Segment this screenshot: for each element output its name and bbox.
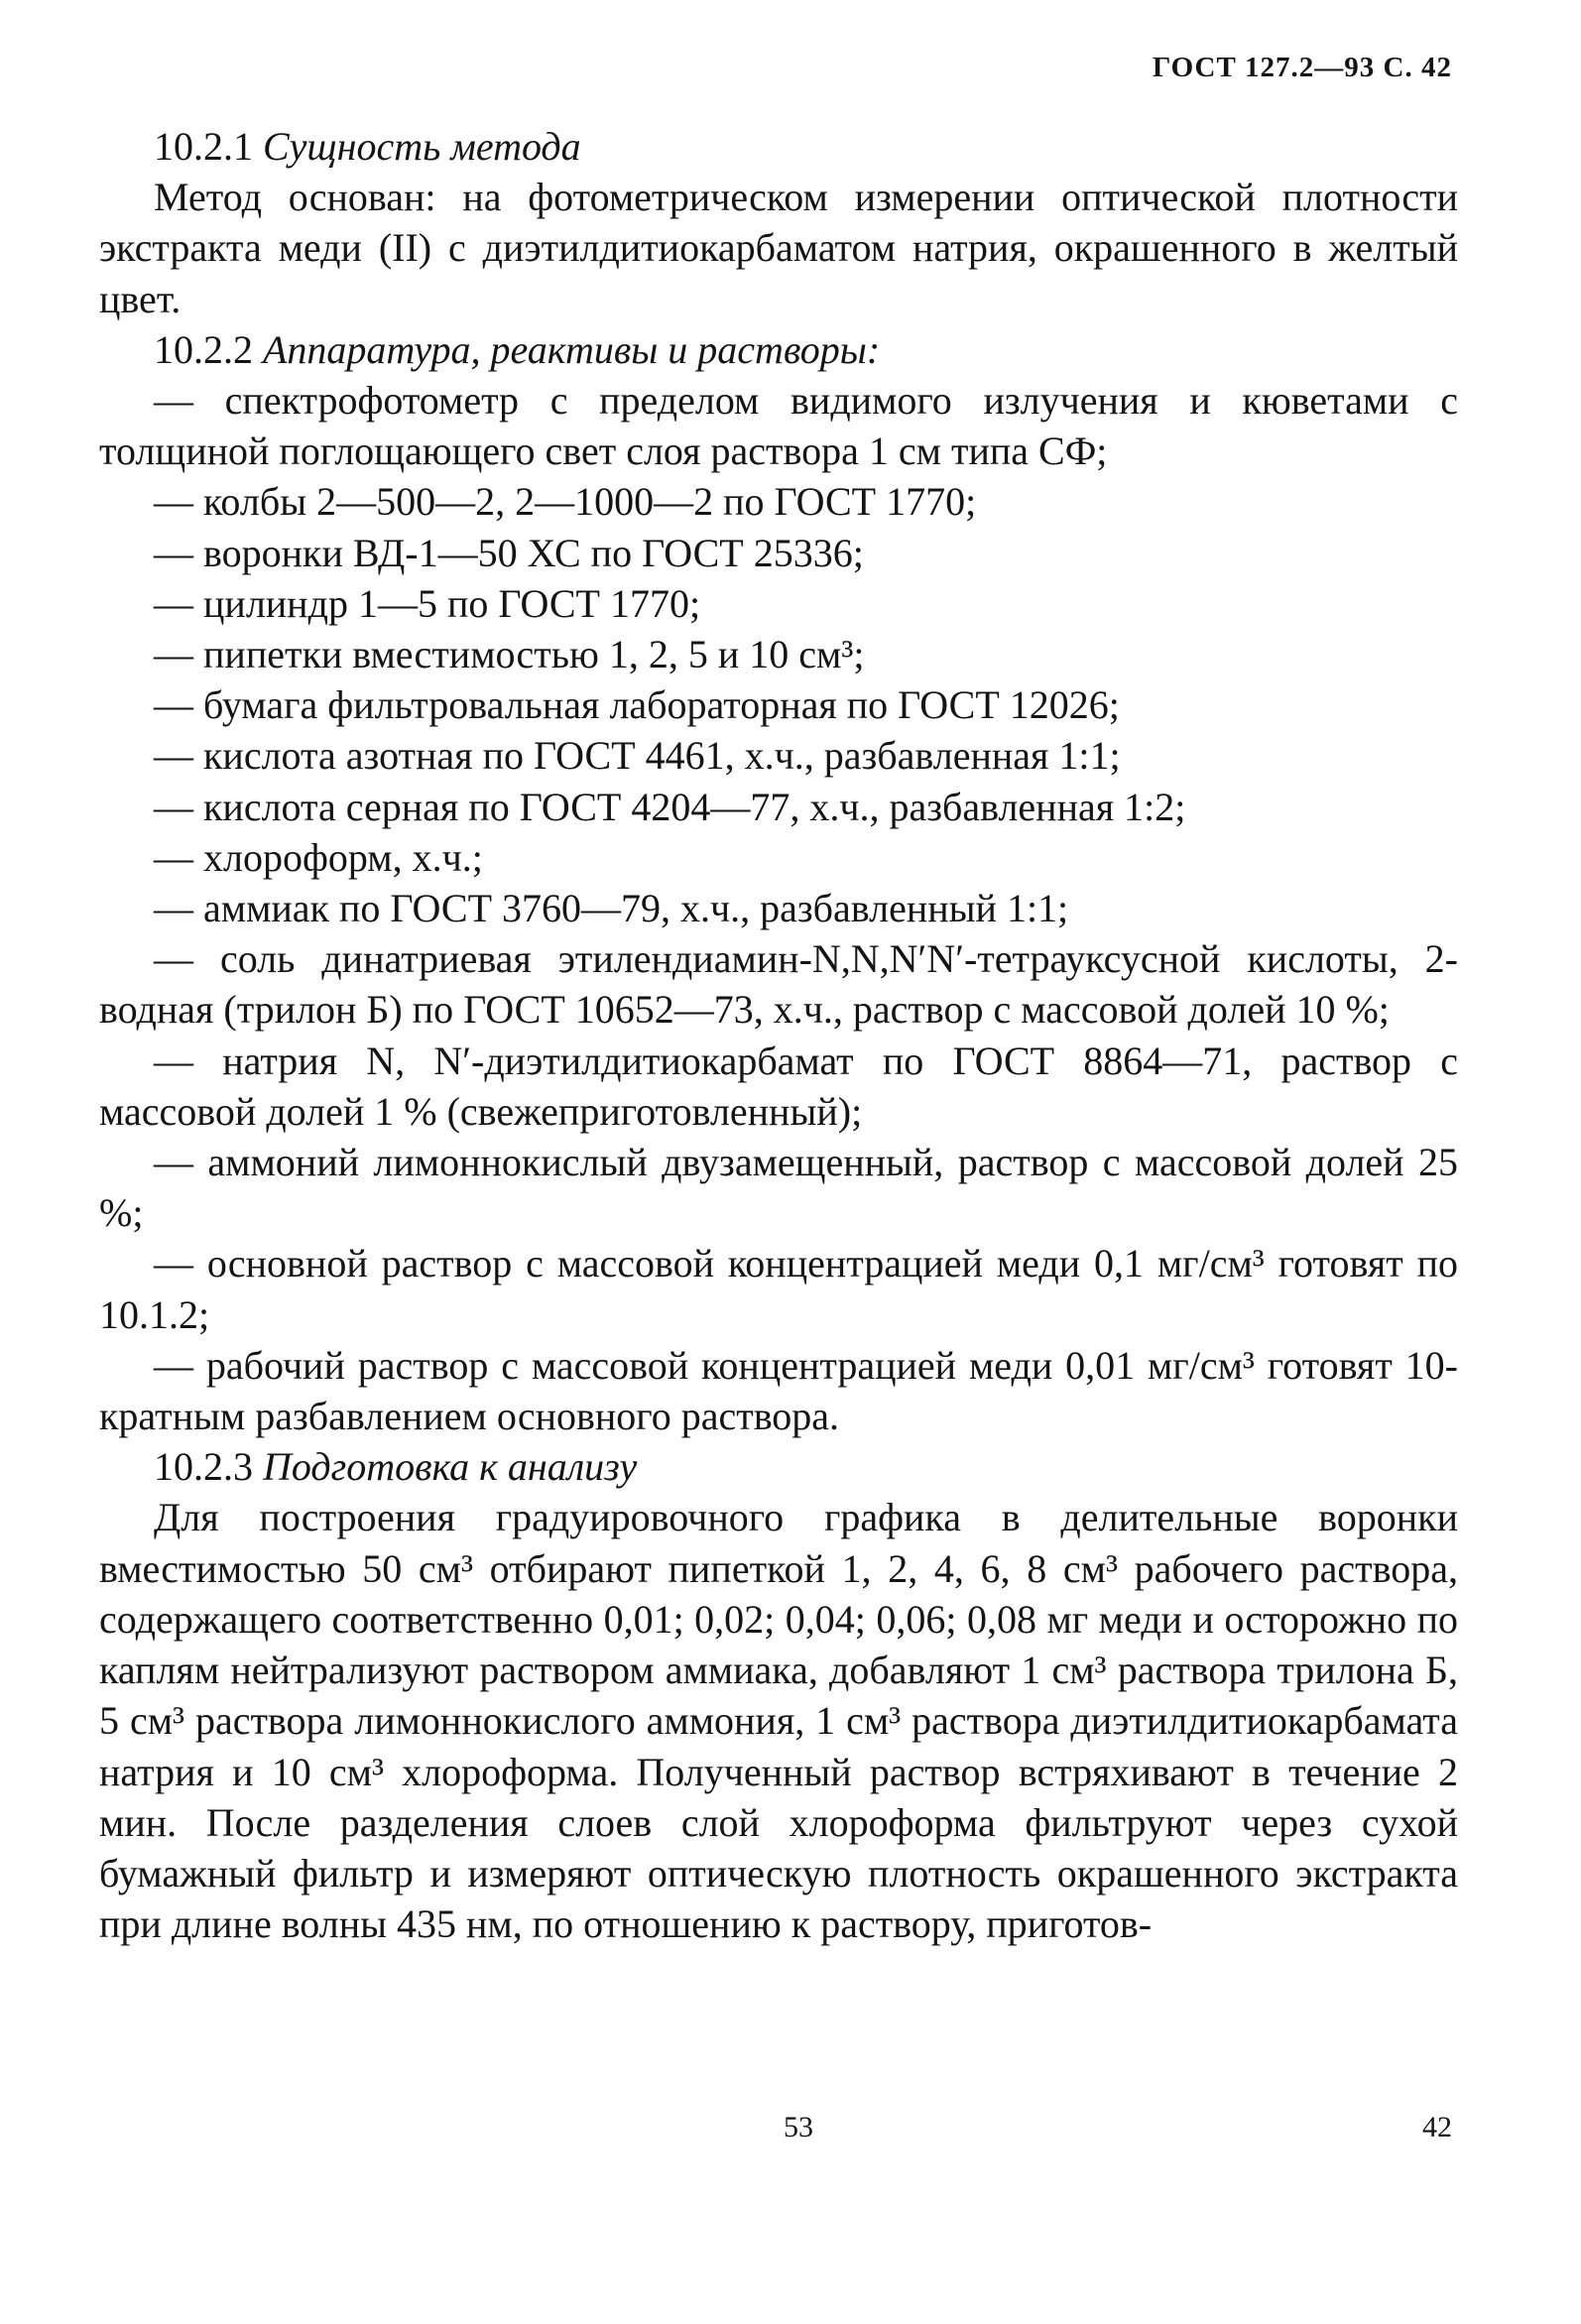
section-heading-10-2-2 bbox=[99, 324, 1458, 375]
footer-page-number-right: 42 bbox=[1422, 2111, 1452, 2143]
list-item: — кислота серная по ГОСТ 4204—77, х.ч., разбавленная 1:2; bbox=[154, 784, 1186, 829]
list-item: — хлороформ, х.ч.; bbox=[154, 834, 483, 880]
list-item: — аммоний лимоннокислый двузамещенный, раствор с массовой долей 25 %; bbox=[99, 1140, 1458, 1236]
paragraph-analysis: Для построения градуировочного графика в делительные воронки вместимостью 50 см³ отбирают пипеткой 1, 2, 4, 6, 8 см³ рабочего раствора, содержащего соответственно 0,01; 0,02; 0,04; 0,06; 0,08 мг меди и осторожно по каплям нейтрализуют раствором аммиака, добавляют 1 см³ раствора трилона Б, 5 см³ раствора лимоннокислого аммония, 1 см³ раствора диэтилдитиокарбамата натрия и 10 см³ хлороформа. Полученный раствор встряхивают в течение 2 мин. После разделения слоев слой хлороформа фильтруют через сухой бумажный фильтр и измеряют оптическую плотность окрашенного экстракта при длине волны 435 нм, по отношению к раствору, приготов- bbox=[99, 1495, 1458, 1947]
list-item: — пипетки вместимостью 1, 2, 5 и 10 см³; bbox=[154, 632, 865, 677]
section-title: Подготовка к анализу bbox=[263, 1444, 638, 1490]
section-number: 10.2.3 bbox=[154, 1444, 253, 1490]
section-title: Аппаратура, реактивы и растворы: bbox=[263, 326, 881, 372]
section-title: Сущность метода bbox=[263, 124, 581, 169]
list-item: — колбы 2—500—2, 2—1000—2 по ГОСТ 1770; bbox=[154, 479, 977, 525]
list-item: — натрия N, N′-диэтилдитиокарбамат по ГОСТ 8864—71, раствор с массовой долей 1 % (свежеприготовленный); bbox=[99, 1038, 1458, 1134]
footer-page-number-left: 53 bbox=[784, 2111, 813, 2143]
list-item: — спектрофотометр с пределом видимого излучения и кюветами с толщиной поглощающего свет слоя раствора 1 см типа СФ; bbox=[99, 378, 1458, 474]
list-item: — цилиндр 1—5 по ГОСТ 1770; bbox=[154, 580, 701, 626]
paragraph-method: Метод основан: на фотометрическом измерении оптической плотности экстракта меди (II) с диэтилдитиокарбаматом натрия, окрашенного в желтый цвет. bbox=[99, 175, 1458, 321]
section-number: 10.2.1 bbox=[154, 124, 253, 169]
list-item: — аммиак по ГОСТ 3760—79, х.ч., разбавленный 1:1; bbox=[154, 886, 1069, 931]
list-item: — основной раствор с массовой концентрацией меди 0,1 мг/см³ готовят по 10.1.2; bbox=[99, 1241, 1458, 1337]
section-number: 10.2.2 bbox=[154, 326, 253, 372]
list-item: — соль динатриевая этилендиамин-N,N,N′N′-тетрауксусной кислоты, 2-водная (трилон Б) по ГОСТ 10652—73, х.ч., раствор с массовой долей 10 %; bbox=[99, 936, 1458, 1033]
section-heading-10-2-1 bbox=[99, 121, 1458, 172]
document-body bbox=[99, 121, 1458, 1949]
section-heading-10-2-3 bbox=[99, 1441, 1458, 1492]
list-item: — кислота азотная по ГОСТ 4461, х.ч., разбавленная 1:1; bbox=[154, 733, 1121, 779]
list-item: — рабочий раствор с массовой концентрацией меди 0,01 мг/см³ готовят 10-кратным разбавлением основного раствора. bbox=[99, 1342, 1458, 1439]
list-item: — бумага фильтровальная лабораторная по ГОСТ 12026; bbox=[154, 682, 1120, 728]
list-item: — воронки ВД-1—50 ХС по ГОСТ 25336; bbox=[154, 530, 864, 575]
running-header: ГОСТ 127.2—93 С. 42 bbox=[1152, 52, 1452, 83]
